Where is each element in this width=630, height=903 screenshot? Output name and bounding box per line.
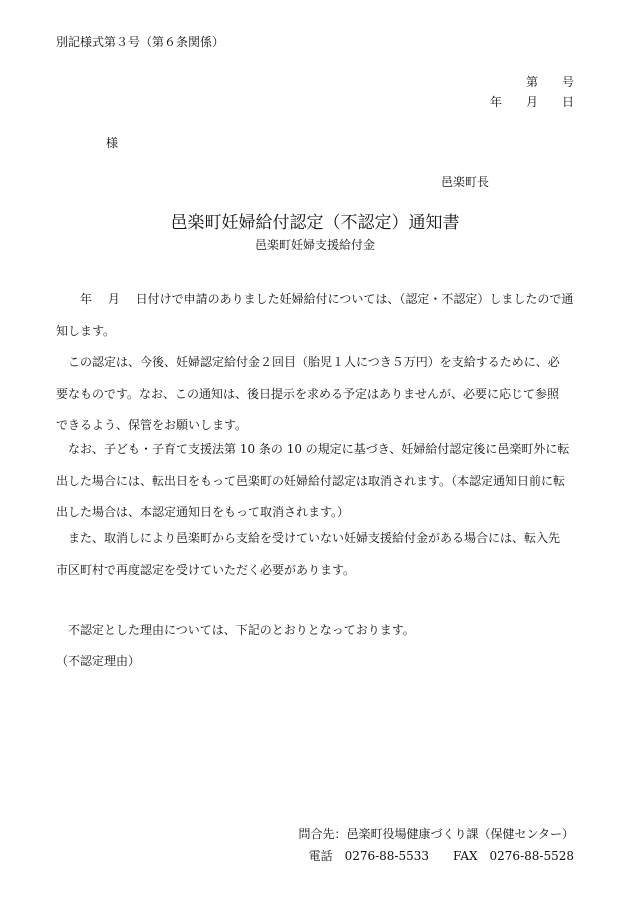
text-line: この認定は、今後、妊婦認定給付金２回目（胎児１人につき５万円）を支給するために、必 <box>56 355 560 369</box>
form-reference: 別記様式第３号（第６条関係） <box>56 35 225 49</box>
document-date: 年 月 日 <box>489 95 574 109</box>
sender-name: 邑楽町長 <box>440 175 489 189</box>
text-line: 出した場合は、本認定通知日をもって取消されます。） <box>56 505 350 519</box>
document-subtitle: 邑楽町妊婦支援給付金 <box>254 238 375 252</box>
text-line: 要なものです。なお、この通知は、後日提示を求める予定はありませんが、必要に応じて参照 <box>56 386 560 401</box>
document-number: 第 号 <box>525 75 574 89</box>
paragraph-application-result <box>56 288 576 351</box>
text-line: 年 月 日付けで申請のありました妊婦給付については、（認定・不認定）しましたので通 <box>56 292 574 306</box>
reason-label: （不認定理由） <box>56 654 141 668</box>
text-line: また、取消しにより邑楽町から支給を受けていない妊婦支援給付金がある場合には、転入先 <box>56 531 561 545</box>
document-title: 邑楽町妊婦給付認定（不認定）通知書 <box>170 213 460 233</box>
text-line: なお、子ども・子育て支援法第 10 条の 10 の規定に基づき、妊婦給付認定後に邑楽町外に転 <box>56 442 570 456</box>
text-line: 市区町村で再度認定を受けていただく必要があります。 <box>56 562 356 577</box>
recipient-honorific: 様 <box>106 136 119 150</box>
text-line: できるよう、保管をお願いします。 <box>56 418 248 432</box>
text-line: 出した場合には、転出日をもって邑楽町の妊婦給付認定は取消されます。（本認定通知日前に転 <box>56 473 566 488</box>
contact-inquiry: 問合先：邑楽町役場健康づくり課（保健センター） <box>298 827 574 841</box>
text-line: 知します。 <box>56 323 116 338</box>
reason-intro: 不認定とした理由については、下記のとおりとなっております。 <box>56 623 415 637</box>
paragraph-certification-purpose <box>56 351 576 446</box>
contact-phone-fax: 電話 0276-88-5533 FAX 0276-88-5528 <box>308 849 574 863</box>
paragraph-relocation-cancellation <box>56 438 576 533</box>
paragraph-recertification <box>56 527 576 590</box>
